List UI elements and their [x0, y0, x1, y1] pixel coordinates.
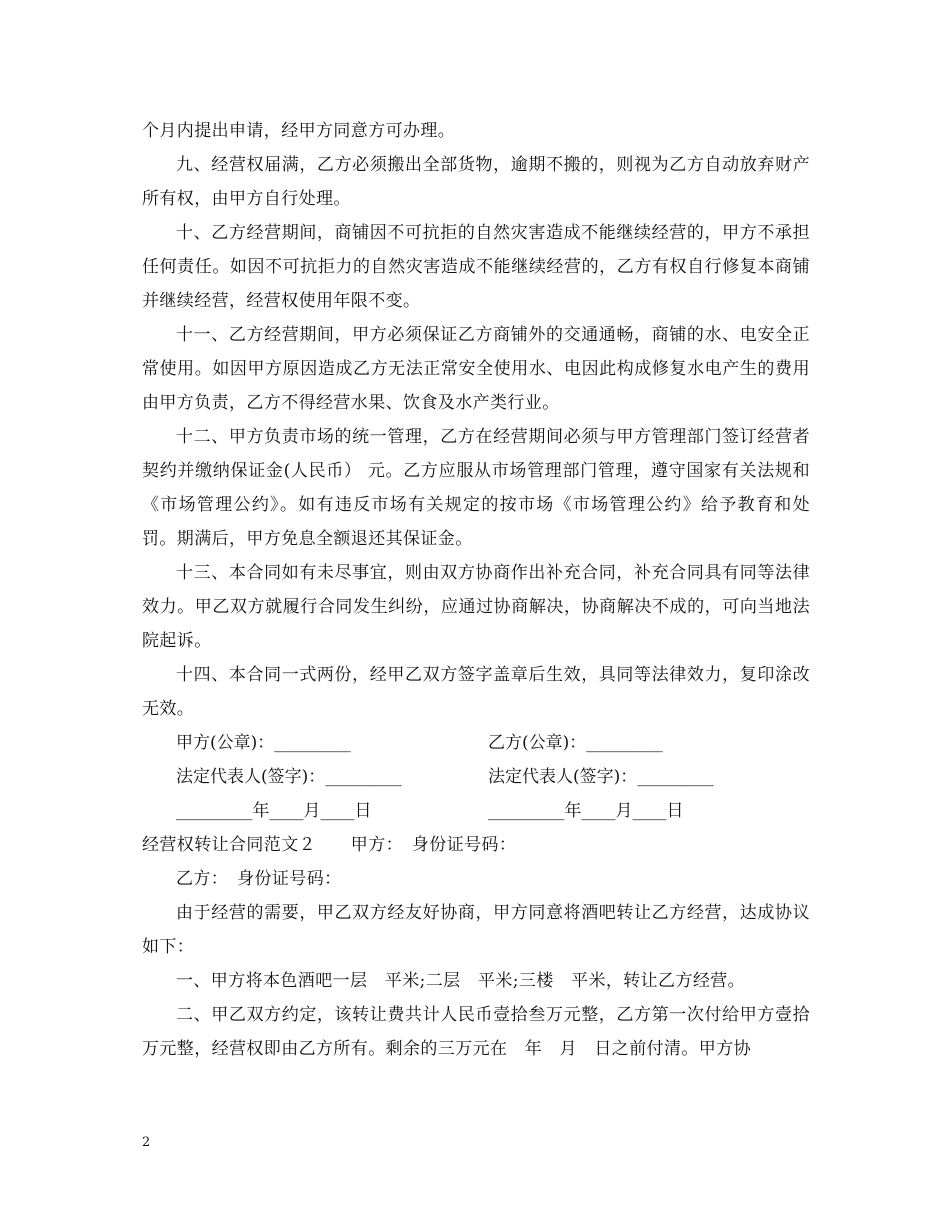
section2-intro: 由于经营的需要，甲乙双方经友好协商，甲方同意将酒吧转让乙方经营，达成协议如下： [142, 903, 810, 957]
party-b-seal: 乙方(公章)：_________ [488, 733, 663, 753]
clause-12: 十二、甲方负责市场的统一管理，乙方在经营期间必须与甲方管理部门签订经营者契约并缴纳保证金(人民币） 元。乙方应服从市场管理部门管理，遵守国家有关法规和《市场管理公约》。如有违反市场有关规定的按市场《市场管理公约》给予教育和处罚。期满后，甲方免息全额退还其保证金。 [142, 427, 810, 549]
section2-party-b: 乙方： 身份证号码： [176, 869, 342, 889]
party-a-seal: 甲方(公章)：_________ [176, 733, 351, 753]
signature-row-representative [142, 760, 810, 794]
clause-14: 十四、本合同一式两份，经甲乙双方签字盖章后生效，具同等法律效力，复印涂改无效。 [142, 665, 810, 719]
clause-13: 十三、本合同如有未尽事宜，则由双方协商作出补充合同，补充合同具有同等法律效力。甲乙双方就履行合同发生纠纷，应通过协商解决，协商解决不成的，可向当地法院起诉。 [142, 563, 810, 651]
signature-row-seal [142, 726, 810, 760]
clause-10: 十、乙方经营期间，商铺因不可抗拒的自然灾害造成不能继续经营的，甲方不承担任何责任。如因不可抗拒力的自然灾害造成不能继续经营的，乙方有权自行修复本商铺并继续经营，经营权使用年限不变。 [142, 223, 810, 311]
party-b-representative: 法定代表人(签字)：_________ [488, 767, 714, 787]
clause-9: 九、经营权届满，乙方必须搬出全部货物，逾期不搬的，则视为乙方自动放弃财产所有权，由甲方自行处理。 [142, 155, 810, 209]
page-number: 2 [142, 1135, 151, 1150]
section2-clause-2: 二、甲乙双方约定，该转让费共计人民币壹拾叁万元整，乙方第一次付给甲方壹拾万元整，经营权即由乙方所有。剩余的三万元在 年 月 日之前付清。甲方协 [142, 1005, 810, 1059]
clause-11: 十一、乙方经营期间，甲方必须保证乙方商铺外的交通通畅，商铺的水、电安全正常使用。如因甲方原因造成乙方无法正常安全使用水、电因此构成修复水电产生的费用由甲方负责，乙方不得经营水果、饮食及水产类行业。 [142, 325, 810, 413]
section2-clause-1: 一、甲方将本色酒吧一层 平米;二层 平米;三楼 平米，转让乙方经营。 [176, 971, 746, 991]
party-a-representative: 法定代表人(签字)：_________ [176, 767, 402, 787]
signature-row-date [142, 794, 810, 828]
document-body [142, 114, 810, 1066]
party-a-date: _________年____月____日 [176, 801, 372, 821]
section2-heading: 经营权转让合同范文２ 甲方： 身份证号码： [142, 835, 517, 855]
paragraph-continuation: 个月内提出申请，经甲方同意方可办理。 [142, 121, 456, 141]
party-b-date: _________年____月____日 [488, 801, 684, 821]
